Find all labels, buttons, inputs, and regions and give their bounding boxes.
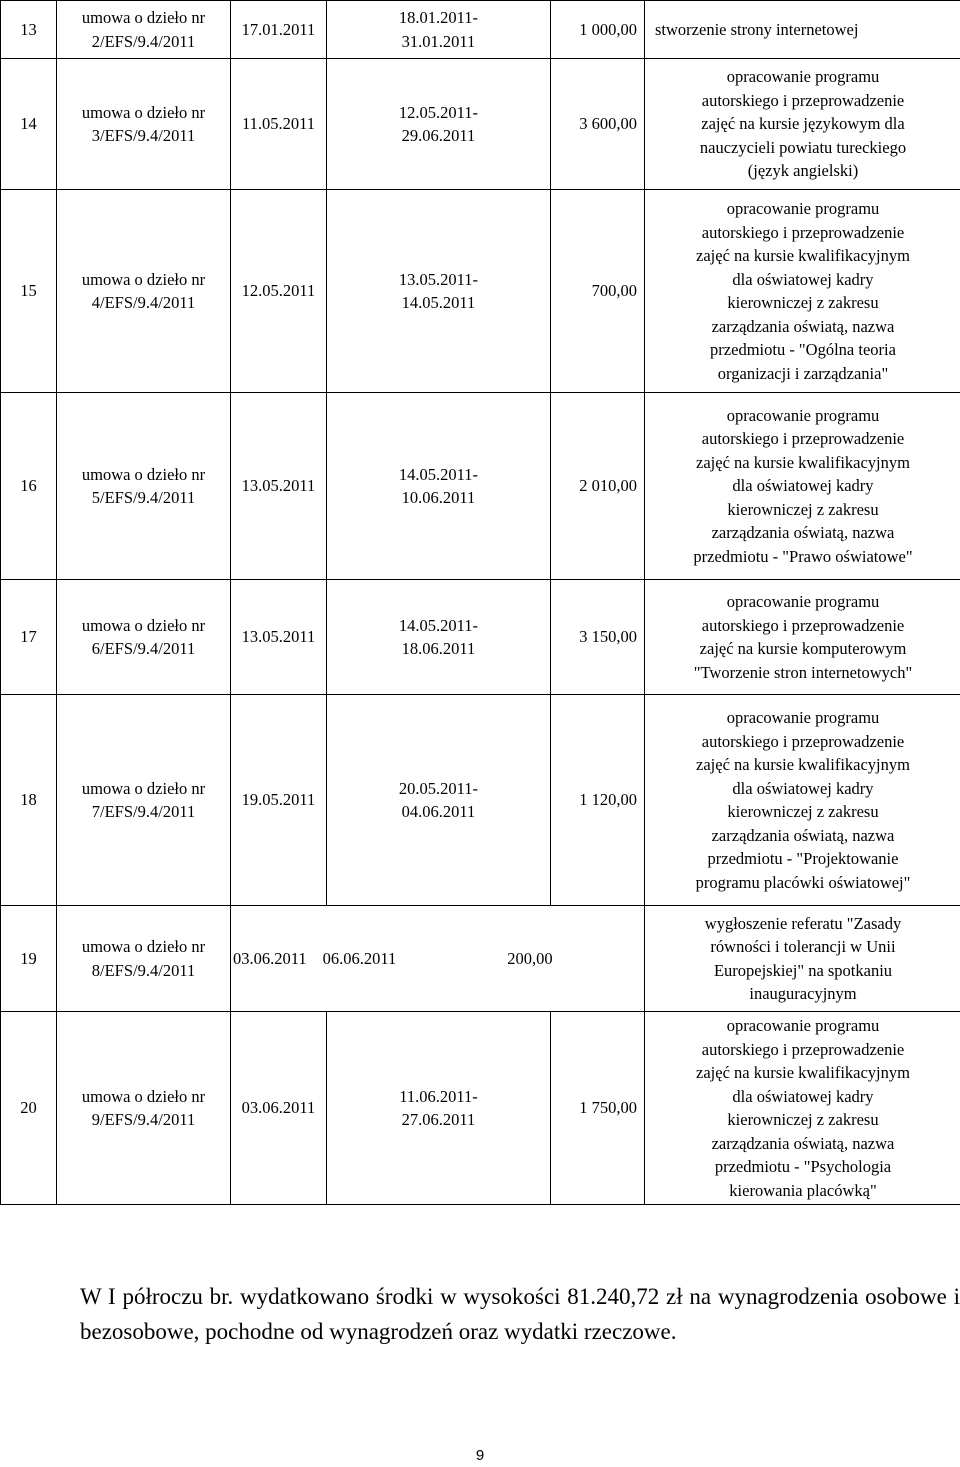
execution-period — [327, 190, 551, 393]
execution-period — [327, 1012, 551, 1205]
description-text: opracowanie programu autorskiego i przeprowadzenie zajęć na kursie komputerowym "Tworzenie stron internetowych" — [693, 592, 913, 682]
contract-number: 5/EFS/9.4/2011 — [91, 488, 196, 507]
amount: 2 010,00 — [551, 393, 645, 580]
period-end: 10.06.2011 — [401, 488, 476, 507]
execution-period — [327, 1, 551, 59]
table-row — [1, 1, 960, 59]
contract-number: 3/EFS/9.4/2011 — [91, 126, 196, 145]
execution-period — [327, 59, 551, 190]
amount: 3 600,00 — [551, 59, 645, 190]
period-end: 31.01.2011 — [401, 31, 476, 51]
work-description — [645, 393, 960, 580]
amount: 700,00 — [551, 190, 645, 393]
contract-reference — [57, 59, 231, 190]
description-text: opracowanie programu autorskiego i przeprowadzenie zajęć na kursie kwalifikacyjnym dla oświatowej kadry kierowniczej z zakresu zarządzania oświatą, nazwa przedmiotu - "Ogólna teoria organizacji i zarządzania" — [696, 199, 910, 383]
amount: 200,00 — [507, 948, 553, 968]
contract-type: umowa o dzieło nr — [81, 464, 206, 484]
contract-type: umowa o dzieło nr — [81, 102, 206, 122]
table-row — [1, 190, 960, 393]
period-end: 27.06.2011 — [401, 1110, 476, 1129]
description-text: opracowanie programu autorskiego i przeprowadzenie zajęć na kursie kwalifikacyjnym dla oświatowej kadry kierowniczej z zakresu zarządzania oświatą, nazwa przedmiotu - "Psychologia kierowania placówką" — [696, 1016, 910, 1200]
row-number: 15 — [1, 190, 57, 393]
amount: 1 750,00 — [551, 1012, 645, 1205]
row-number: 14 — [1, 59, 57, 190]
contract-number: 8/EFS/9.4/2011 — [91, 960, 196, 980]
period-start: 18.01.2011- — [398, 8, 479, 27]
period-start: 13.05.2011- — [398, 269, 479, 289]
contract-date: 03.06.2011 — [233, 948, 307, 968]
contract-reference — [57, 393, 231, 580]
expenditure-summary: W I półroczu br. wydatkowano środki w wysokości 81.240,72 zł na wynagrodzenia osobowe i bezosobowe, pochodne od wynagrodzeń oraz wydatki rzeczowe. — [80, 1284, 960, 1344]
period-start: 14.05.2011- — [398, 464, 479, 484]
contract-number: 4/EFS/9.4/2011 — [91, 293, 196, 312]
description-text: opracowanie programu autorskiego i przeprowadzenie zajęć na kursie kwalifikacyjnym dla oświatowej kadry kierowniczej z zakresu zarządzania oświatą, nazwa przedmiotu - "Prawo oświatowe" — [693, 405, 913, 566]
period-start: 11.06.2011- — [399, 1086, 478, 1106]
row-number: 19 — [1, 906, 57, 1012]
contract-type: umowa o dzieło nr — [81, 1086, 206, 1106]
period-end: 18.06.2011 — [401, 639, 476, 658]
amount: 1 000,00 — [551, 1, 645, 59]
period-end: 29.06.2011 — [401, 126, 476, 145]
work-description — [645, 580, 960, 695]
work-description — [645, 1012, 960, 1205]
contract-number: 2/EFS/9.4/2011 — [91, 31, 196, 51]
contract-type: umowa o dzieło nr — [81, 937, 206, 956]
work-description — [645, 190, 960, 393]
table-row — [1, 580, 960, 695]
amount: 3 150,00 — [551, 580, 645, 695]
row-number: 13 — [1, 1, 57, 59]
contract-date: 17.01.2011 — [231, 1, 327, 59]
contract-date: 19.05.2011 — [231, 695, 327, 906]
description-text: wygłoszenie referatu "Zasady równości i tolerancji w Unii Europejskiej" na spotkaniu inauguracyjnym — [704, 913, 902, 1003]
contract-reference — [57, 1012, 231, 1205]
description-text: stworzenie strony internetowej — [655, 19, 859, 39]
contract-reference — [57, 190, 231, 393]
contract-reference — [57, 580, 231, 695]
contract-reference — [57, 1, 231, 59]
work-description — [645, 906, 960, 1012]
contract-number: 6/EFS/9.4/2011 — [91, 639, 196, 658]
page-number: 9 — [475, 1447, 485, 1464]
work-description — [645, 695, 960, 906]
table-row — [1, 695, 960, 906]
work-description — [645, 59, 960, 190]
description-text: opracowanie programu autorskiego i przeprowadzenie zajęć na kursie kwalifikacyjnym dla oświatowej kadry kierowniczej z zakresu zarządzania oświatą, nazwa przedmiotu - "Projektowanie programu placówki oświatowej" — [695, 708, 911, 892]
row-number: 20 — [1, 1012, 57, 1205]
contract-number: 9/EFS/9.4/2011 — [91, 1110, 196, 1129]
contract-date: 03.06.2011 — [231, 1012, 327, 1205]
period-start: 20.05.2011- — [398, 778, 479, 798]
execution-period — [327, 393, 551, 580]
contract-type: umowa o dzieło nr — [81, 615, 206, 635]
contract-date: 11.05.2011 — [231, 59, 327, 190]
period-end: 04.06.2011 — [401, 802, 476, 821]
description-text: opracowanie programu autorskiego i przeprowadzenie zajęć na kursie językowym dla nauczycieli powiatu tureckiego (język angielski) — [699, 67, 907, 181]
table-row — [1, 1012, 960, 1205]
period-end: 14.05.2011 — [401, 293, 476, 312]
table-row — [1, 59, 960, 190]
contract-type: umowa o dzieło nr — [81, 8, 206, 27]
dates-and-amount — [231, 906, 645, 1012]
amount: 1 120,00 — [551, 695, 645, 906]
period-start: 14.05.2011- — [398, 615, 479, 635]
work-description — [645, 1, 960, 59]
row-number: 16 — [1, 393, 57, 580]
execution-period — [327, 580, 551, 695]
contract-type: umowa o dzieło nr — [81, 778, 206, 798]
contract-date: 13.05.2011 — [231, 580, 327, 695]
contract-date: 13.05.2011 — [231, 393, 327, 580]
execution-period — [327, 695, 551, 906]
contract-number: 7/EFS/9.4/2011 — [91, 802, 196, 821]
table-row — [1, 906, 960, 1012]
period-start: 12.05.2011- — [398, 102, 479, 122]
contract-reference — [57, 695, 231, 906]
row-number: 17 — [1, 580, 57, 695]
row-number: 18 — [1, 695, 57, 906]
contract-date: 12.05.2011 — [231, 190, 327, 393]
execution-period: 06.06.2011 — [322, 948, 397, 968]
contract-reference — [57, 906, 231, 1012]
contract-type: umowa o dzieło nr — [81, 269, 206, 289]
table-row — [1, 393, 960, 580]
